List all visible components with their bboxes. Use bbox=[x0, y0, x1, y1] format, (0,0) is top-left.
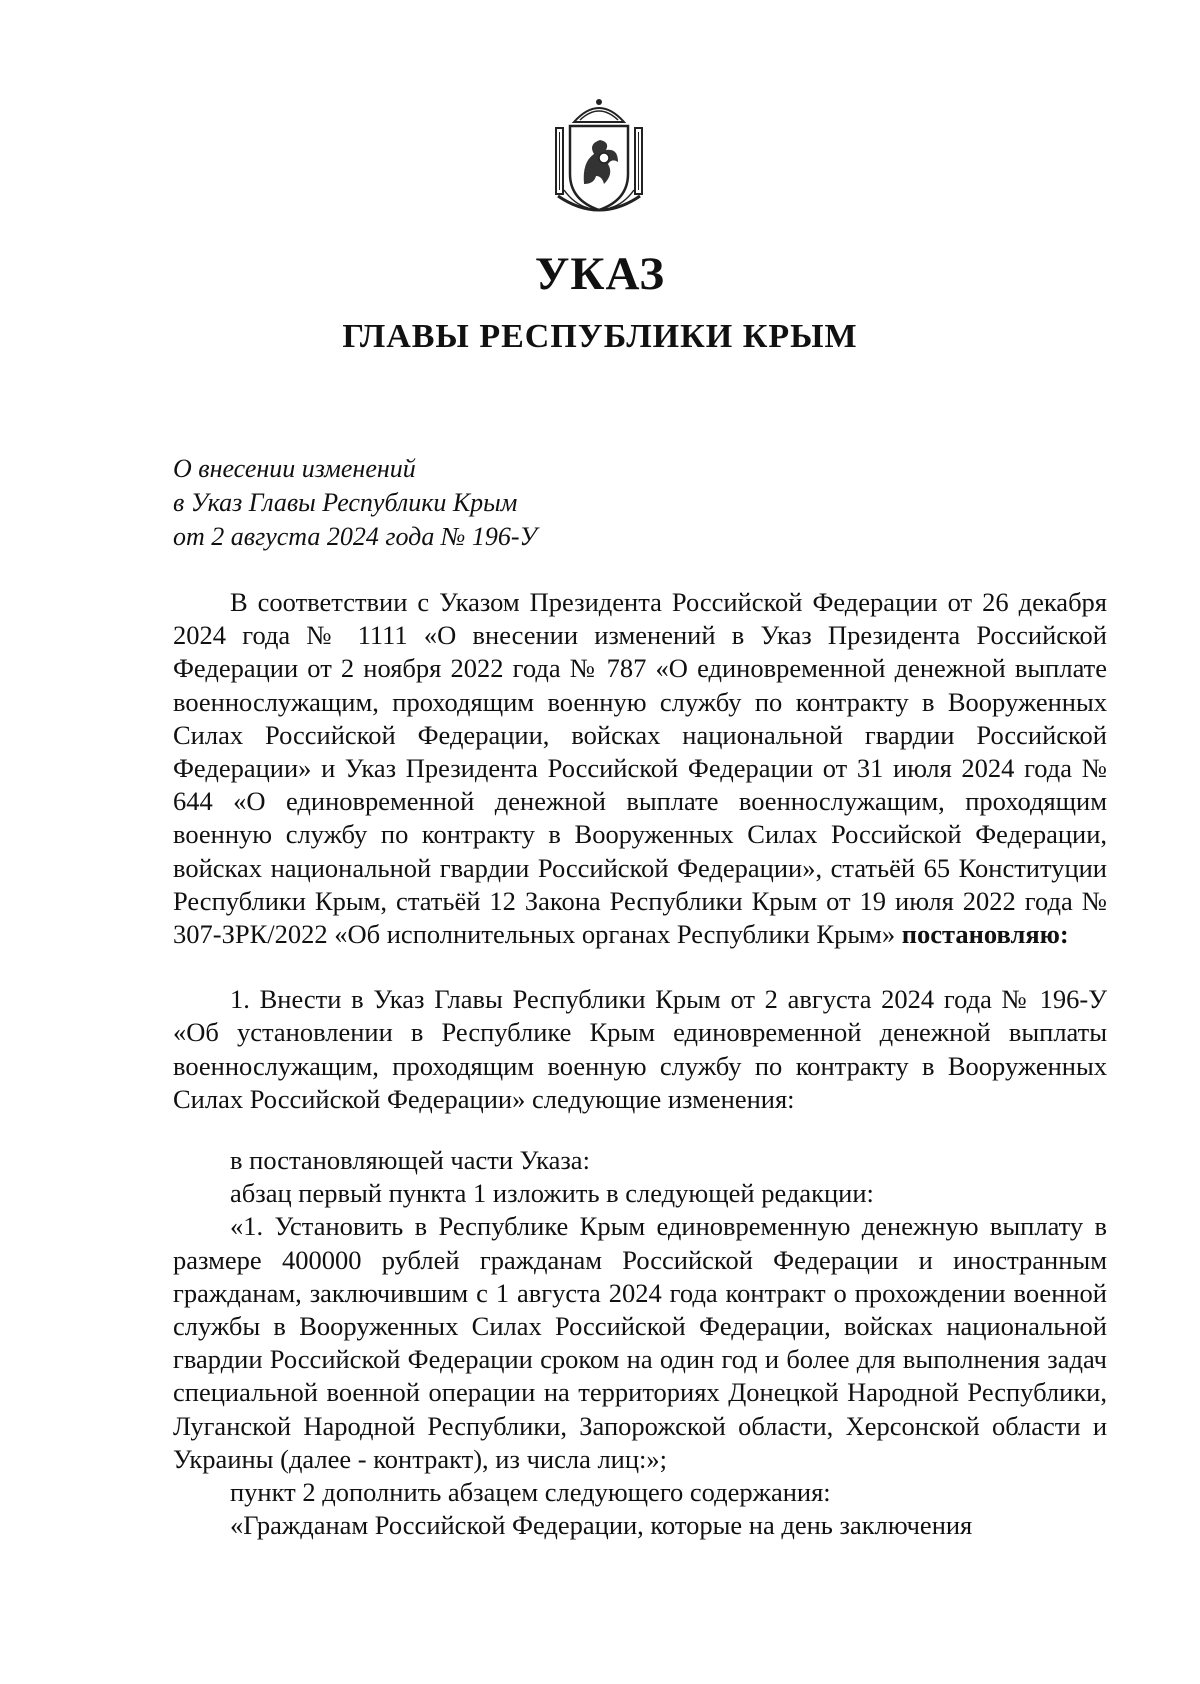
change-1-text-paragraph: «1. Установить в Республике Крым единовременную денежную выплату в размере 400000 рублей гражданам Российской Федерации и иностранным гражданам, заключившим с 1 августа 2024 года контракт о прохождении военной службы в Вооруженных Силах Российской Федерации, войсках национальной гвардии Российской Федерации сроком на один год и более для выполнения задач специальной военной операции на территориях Донецкой Народной Республики, Луганской Народной Республики, Запорожской области, Херсонской области и Украины (далее - контракт), из числа лиц:»; bbox=[173, 1211, 1107, 1474]
preamble-text: В соответствии с Указом Президента Российской Федерации от 26 декабря 2024 года № 1111 «О внесении изменений в Указ Президента Российской Федерации от 2 ноября 2022 года № 787 «О единовременной денежной выплате военнослужащим, проходящим военную службу по контракту в Вооруженных Силах Российской Федерации, войсках национальной гвардии Российской Федерации» и Указ Президента Российской Федерации от 31 июля 2024 года № 644 «О единовременной денежной выплате военнослужащим, проходящим военную службу по контракту в Вооруженных Силах Российской Федерации, войсках национальной гвардии Российской Федерации», статьёй 65 Конституции Республики Крым, статьёй 12 Закона Республики Крым от 19 июля 2022 года № 307-ЗРК/2022 «Об исполнительных органах Республики Крым» bbox=[173, 587, 1107, 950]
change-intro-paragraph: в постановляющей части Указа: bbox=[230, 1145, 590, 1176]
document-subject bbox=[173, 452, 673, 554]
item-1-paragraph: 1. Внести в Указ Главы Республики Крым от 2 августа 2024 года № 196-У «Об установлении в Республике Крым единовременной денежной выплаты военнослужащим, проходящим военную службу по контракту в Вооруженных Силах Российской Федерации» следующие изменения: bbox=[173, 984, 1107, 1114]
subject-line: в Указ Главы Республики Крым bbox=[173, 488, 518, 517]
change-2-intro-paragraph: пункт 2 дополнить абзацем следующего содержания: bbox=[230, 1477, 831, 1508]
preamble-paragraph bbox=[173, 586, 1107, 951]
document-subtitle: ГЛАВЫ РЕСПУБЛИКИ КРЫМ bbox=[342, 318, 858, 355]
subject-line: О внесении изменений bbox=[173, 454, 416, 483]
subject-line: от 2 августа 2024 года № 196-У bbox=[173, 522, 537, 551]
change-2-text-paragraph: «Гражданам Российской Федерации, которые на день заключения bbox=[230, 1510, 973, 1541]
decree-word: постановляю: bbox=[901, 919, 1069, 950]
document-title: УКАЗ bbox=[534, 248, 666, 300]
coat-of-arms-icon bbox=[544, 92, 654, 222]
document-body bbox=[173, 586, 1107, 1542]
change-1-intro-paragraph: абзац первый пункта 1 изложить в следующей редакции: bbox=[230, 1178, 874, 1209]
